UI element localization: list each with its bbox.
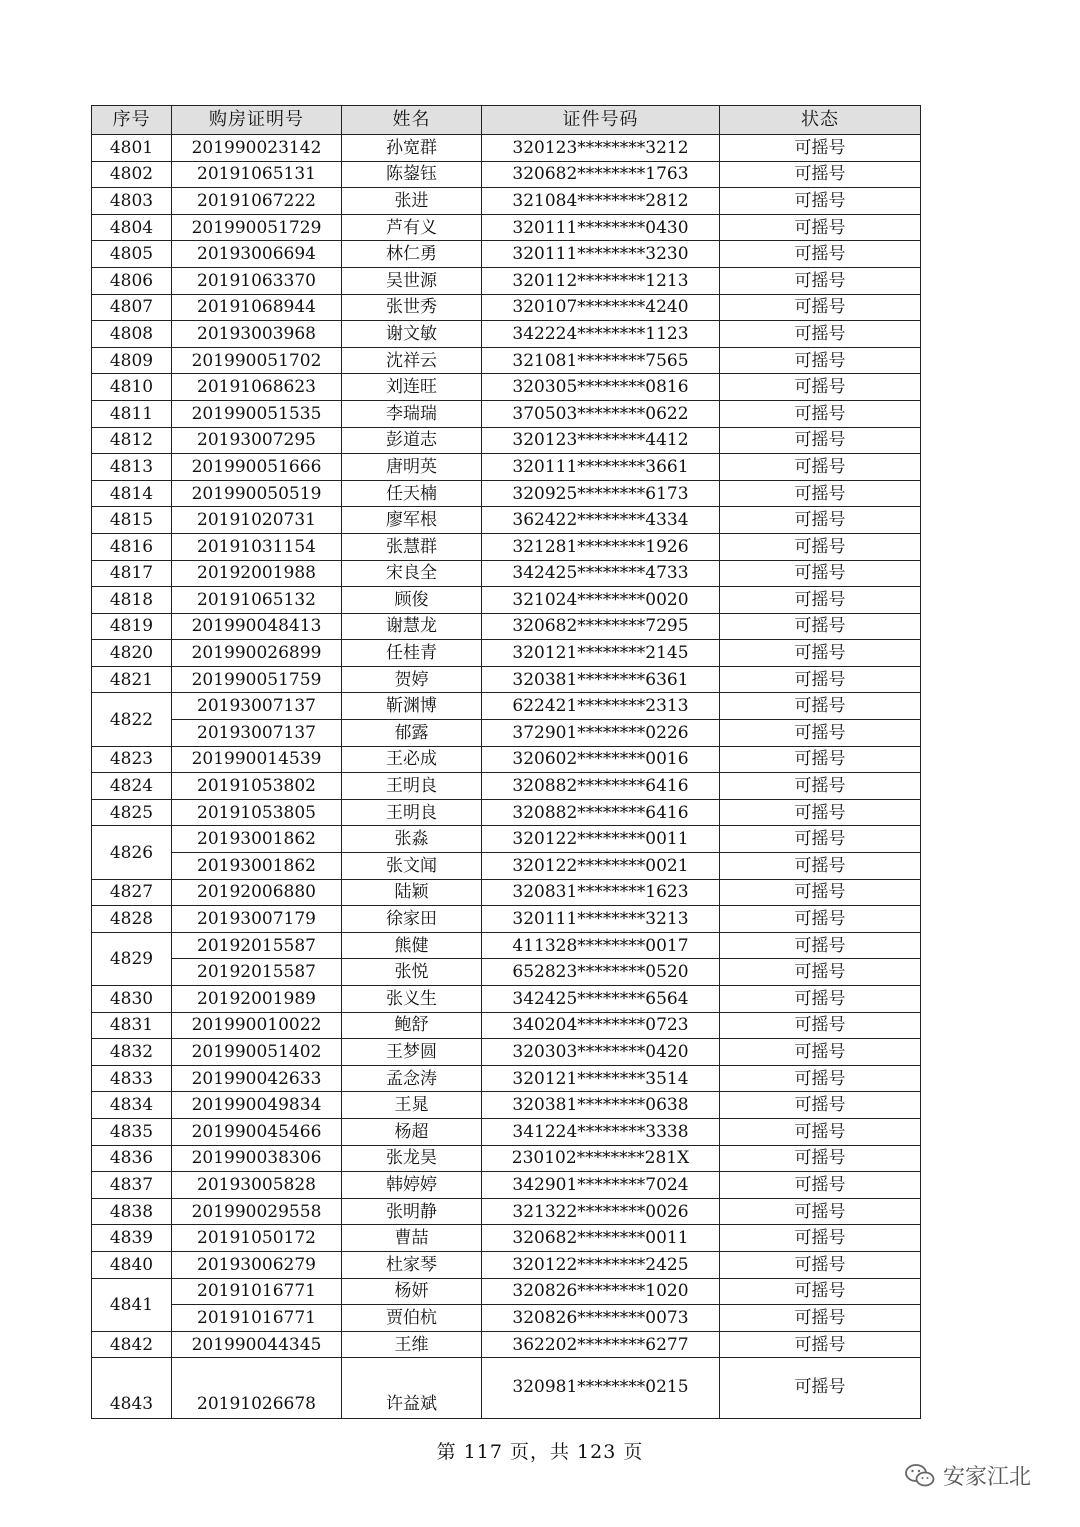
name-cell: 王梦圆 (342, 1039, 482, 1066)
row-number-cell: 4801 (92, 135, 172, 162)
name-cell: 王明良 (342, 799, 482, 826)
id-cell: 320882********6416 (482, 799, 720, 826)
row-number-cell: 4807 (92, 294, 172, 321)
status-cell: 可摇号 (720, 1358, 921, 1419)
table-row (92, 587, 921, 614)
table-body (92, 135, 921, 1419)
status-cell: 可摇号 (720, 932, 921, 959)
lottery-table (91, 105, 921, 1419)
name-cell: 吴世源 (342, 267, 482, 294)
table-row (92, 799, 921, 826)
header-status: 状态 (720, 106, 921, 135)
watermark-text: 安家江北 (943, 1465, 1032, 1490)
table-row (92, 1092, 921, 1119)
name-cell: 沈祥云 (342, 347, 482, 374)
name-cell: 彭道志 (342, 427, 482, 454)
table-row (92, 1012, 921, 1039)
status-cell: 可摇号 (720, 188, 921, 215)
cert-cell: 20193005828 (172, 1172, 342, 1199)
table-row (92, 746, 921, 773)
status-cell: 可摇号 (720, 374, 921, 401)
name-cell: 张慧群 (342, 533, 482, 560)
name-cell: 张世秀 (342, 294, 482, 321)
row-number-cell: 4832 (92, 1039, 172, 1066)
status-cell: 可摇号 (720, 294, 921, 321)
id-cell: 341224********3338 (482, 1118, 720, 1145)
name-cell: 陈鋆钰 (342, 161, 482, 188)
name-cell: 王维 (342, 1331, 482, 1358)
cert-cell: 20192015587 (172, 959, 342, 986)
status-cell: 可摇号 (720, 1331, 921, 1358)
status-cell: 可摇号 (720, 1118, 921, 1145)
id-cell: 320381********0638 (482, 1092, 720, 1119)
name-cell: 许益斌 (342, 1358, 482, 1419)
table-header (92, 106, 921, 135)
table-row (92, 1118, 921, 1145)
cert-cell: 20191068623 (172, 374, 342, 401)
cert-cell: 201990051702 (172, 347, 342, 374)
header-row (92, 106, 921, 135)
cert-cell: 20193006694 (172, 241, 342, 268)
status-cell: 可摇号 (720, 241, 921, 268)
table-row (92, 1198, 921, 1225)
row-number-cell: 4813 (92, 454, 172, 481)
status-cell: 可摇号 (720, 507, 921, 534)
status-cell: 可摇号 (720, 400, 921, 427)
table-row (92, 986, 921, 1013)
status-cell: 可摇号 (720, 879, 921, 906)
id-cell: 320111********0430 (482, 214, 720, 241)
table-row (92, 959, 921, 986)
table-row (92, 560, 921, 587)
name-cell: 张义生 (342, 986, 482, 1013)
cert-cell: 201990010022 (172, 1012, 342, 1039)
cert-cell: 201990042633 (172, 1065, 342, 1092)
table-row (92, 1358, 921, 1419)
table-row (92, 773, 921, 800)
row-number-cell: 4823 (92, 746, 172, 773)
row-number-cell: 4805 (92, 241, 172, 268)
id-cell: 320381********6361 (482, 666, 720, 693)
row-number-cell: 4840 (92, 1251, 172, 1278)
name-cell: 贾伯杭 (342, 1305, 482, 1332)
status-cell: 可摇号 (720, 746, 921, 773)
table-row (92, 1039, 921, 1066)
cert-cell: 201990044345 (172, 1331, 342, 1358)
cert-cell: 201990048413 (172, 613, 342, 640)
row-number-cell: 4829 (92, 932, 172, 985)
id-cell: 362202********6277 (482, 1331, 720, 1358)
cert-cell: 201990051729 (172, 214, 342, 241)
status-cell: 可摇号 (720, 640, 921, 667)
row-number-cell: 4834 (92, 1092, 172, 1119)
status-cell: 可摇号 (720, 347, 921, 374)
status-cell: 可摇号 (720, 1172, 921, 1199)
cert-cell: 20193001862 (172, 853, 342, 880)
status-cell: 可摇号 (720, 799, 921, 826)
id-cell: 320111********3661 (482, 454, 720, 481)
id-cell: 320123********4412 (482, 427, 720, 454)
table-row (92, 1305, 921, 1332)
id-cell: 652823********0520 (482, 959, 720, 986)
cert-cell: 20193003968 (172, 321, 342, 348)
row-number-cell: 4842 (92, 1331, 172, 1358)
row-number-cell: 4804 (92, 214, 172, 241)
row-number-cell: 4808 (92, 321, 172, 348)
id-cell: 321322********0026 (482, 1198, 720, 1225)
table-row (92, 1145, 921, 1172)
table-row (92, 906, 921, 933)
status-cell: 可摇号 (720, 135, 921, 162)
table-row (92, 1172, 921, 1199)
name-cell: 鲍舒 (342, 1012, 482, 1039)
cert-cell: 201990045466 (172, 1118, 342, 1145)
cert-cell: 201990026899 (172, 640, 342, 667)
status-cell: 可摇号 (720, 1039, 921, 1066)
table-row (92, 374, 921, 401)
row-number-cell: 4826 (92, 826, 172, 879)
id-cell: 320831********1623 (482, 879, 720, 906)
cert-cell: 20191016771 (172, 1278, 342, 1305)
id-cell: 411328********0017 (482, 932, 720, 959)
name-cell: 王晁 (342, 1092, 482, 1119)
cert-cell: 201990029558 (172, 1198, 342, 1225)
cert-cell: 20192006880 (172, 879, 342, 906)
id-cell: 320925********6173 (482, 480, 720, 507)
table-row (92, 241, 921, 268)
page-number: 第 117 页，共 123 页 (436, 1441, 644, 1463)
status-cell: 可摇号 (720, 267, 921, 294)
name-cell: 杨超 (342, 1118, 482, 1145)
name-cell: 郁露 (342, 720, 482, 747)
name-cell: 韩婷婷 (342, 1172, 482, 1199)
table-row (92, 507, 921, 534)
id-cell: 320122********0021 (482, 853, 720, 880)
table-row (92, 720, 921, 747)
cert-cell: 20191065131 (172, 161, 342, 188)
cert-cell: 20192015587 (172, 932, 342, 959)
row-number-cell: 4815 (92, 507, 172, 534)
header-no: 序号 (92, 106, 172, 135)
id-cell: 372901********0226 (482, 720, 720, 747)
id-cell: 320122********2425 (482, 1251, 720, 1278)
id-cell: 321281********1926 (482, 533, 720, 560)
name-cell: 张明静 (342, 1198, 482, 1225)
row-number-cell: 4824 (92, 773, 172, 800)
status-cell: 可摇号 (720, 1065, 921, 1092)
name-cell: 王必成 (342, 746, 482, 773)
cert-cell: 201990023142 (172, 135, 342, 162)
cert-cell: 20191031154 (172, 533, 342, 560)
id-cell: 320121********2145 (482, 640, 720, 667)
status-cell: 可摇号 (720, 214, 921, 241)
row-number-cell: 4806 (92, 267, 172, 294)
table-row (92, 1065, 921, 1092)
row-number-cell: 4839 (92, 1225, 172, 1252)
row-number-cell: 4814 (92, 480, 172, 507)
cert-cell: 20192001989 (172, 986, 342, 1013)
name-cell: 张文闻 (342, 853, 482, 880)
name-cell: 张龙昊 (342, 1145, 482, 1172)
header-id: 证件号码 (482, 106, 720, 135)
table-row (92, 666, 921, 693)
id-cell: 320122********0011 (482, 826, 720, 853)
cert-cell: 20191026678 (172, 1358, 342, 1419)
table-row (92, 188, 921, 215)
cert-cell: 20192001988 (172, 560, 342, 587)
row-number-cell: 4835 (92, 1118, 172, 1145)
row-number-cell: 4817 (92, 560, 172, 587)
status-cell: 可摇号 (720, 161, 921, 188)
cert-cell: 20193001862 (172, 826, 342, 853)
table-row (92, 1251, 921, 1278)
status-cell: 可摇号 (720, 1251, 921, 1278)
cert-cell: 20191020731 (172, 507, 342, 534)
name-cell: 杜家琴 (342, 1251, 482, 1278)
row-number-cell: 4827 (92, 879, 172, 906)
name-cell: 张进 (342, 188, 482, 215)
name-cell: 任桂青 (342, 640, 482, 667)
id-cell: 320121********3514 (482, 1065, 720, 1092)
name-cell: 张悦 (342, 959, 482, 986)
cert-cell: 20191016771 (172, 1305, 342, 1332)
watermark (905, 1460, 1031, 1491)
status-cell: 可摇号 (720, 1278, 921, 1305)
id-cell: 320123********3212 (482, 135, 720, 162)
status-cell: 可摇号 (720, 560, 921, 587)
cert-cell: 20191067222 (172, 188, 342, 215)
status-cell: 可摇号 (720, 1092, 921, 1119)
name-cell: 李瑞瑞 (342, 400, 482, 427)
row-number-cell: 4809 (92, 347, 172, 374)
name-cell: 刘连旺 (342, 374, 482, 401)
wechat-icon (905, 1463, 935, 1489)
table-row (92, 826, 921, 853)
id-cell: 320981********0215 (482, 1358, 720, 1419)
table-row (92, 613, 921, 640)
cert-cell: 201990038306 (172, 1145, 342, 1172)
row-number-cell: 4812 (92, 427, 172, 454)
name-cell: 林仁勇 (342, 241, 482, 268)
row-number-cell: 4821 (92, 666, 172, 693)
status-cell: 可摇号 (720, 454, 921, 481)
id-cell: 320305********0816 (482, 374, 720, 401)
name-cell: 徐家田 (342, 906, 482, 933)
table-row (92, 267, 921, 294)
status-cell: 可摇号 (720, 906, 921, 933)
id-cell: 320682********7295 (482, 613, 720, 640)
status-cell: 可摇号 (720, 533, 921, 560)
status-cell: 可摇号 (720, 666, 921, 693)
status-cell: 可摇号 (720, 321, 921, 348)
table-row (92, 347, 921, 374)
row-number-cell: 4820 (92, 640, 172, 667)
cert-cell: 201990049834 (172, 1092, 342, 1119)
id-cell: 320682********0011 (482, 1225, 720, 1252)
id-cell: 321084********2812 (482, 188, 720, 215)
cert-cell: 201990050519 (172, 480, 342, 507)
status-cell: 可摇号 (720, 480, 921, 507)
table-row (92, 1278, 921, 1305)
row-number-cell: 4841 (92, 1278, 172, 1331)
id-cell: 362422********4334 (482, 507, 720, 534)
row-number-cell: 4822 (92, 693, 172, 746)
cert-cell: 20191053805 (172, 799, 342, 826)
cert-cell: 20193007137 (172, 720, 342, 747)
id-cell: 320882********6416 (482, 773, 720, 800)
name-cell: 唐明英 (342, 454, 482, 481)
row-number-cell: 4838 (92, 1198, 172, 1225)
table-row (92, 427, 921, 454)
header-cert: 购房证明号 (172, 106, 342, 135)
table-row (92, 533, 921, 560)
cert-cell: 20193007295 (172, 427, 342, 454)
status-cell: 可摇号 (720, 959, 921, 986)
table-row (92, 214, 921, 241)
status-cell: 可摇号 (720, 853, 921, 880)
row-number-cell: 4802 (92, 161, 172, 188)
status-cell: 可摇号 (720, 773, 921, 800)
table-row (92, 693, 921, 720)
status-cell: 可摇号 (720, 1012, 921, 1039)
table-row (92, 321, 921, 348)
id-cell: 321081********7565 (482, 347, 720, 374)
cert-cell: 201990051666 (172, 454, 342, 481)
cert-cell: 20191050172 (172, 1225, 342, 1252)
cert-cell: 20193007137 (172, 693, 342, 720)
id-cell: 320682********1763 (482, 161, 720, 188)
status-cell: 可摇号 (720, 587, 921, 614)
id-cell: 340204********0723 (482, 1012, 720, 1039)
id-cell: 321024********0020 (482, 587, 720, 614)
name-cell: 王明良 (342, 773, 482, 800)
name-cell: 熊健 (342, 932, 482, 959)
row-number-cell: 4843 (92, 1358, 172, 1419)
status-cell: 可摇号 (720, 826, 921, 853)
id-cell: 230102********281X (482, 1145, 720, 1172)
table-row (92, 1331, 921, 1358)
row-number-cell: 4836 (92, 1145, 172, 1172)
id-cell: 320826********1020 (482, 1278, 720, 1305)
table-row (92, 932, 921, 959)
row-number-cell: 4819 (92, 613, 172, 640)
id-cell: 622421********2313 (482, 693, 720, 720)
table-row (92, 853, 921, 880)
table-row (92, 1225, 921, 1252)
id-cell: 320303********0420 (482, 1039, 720, 1066)
status-cell: 可摇号 (720, 1225, 921, 1252)
id-cell: 342425********4733 (482, 560, 720, 587)
table-row (92, 135, 921, 162)
row-number-cell: 4828 (92, 906, 172, 933)
name-cell: 靳渊博 (342, 693, 482, 720)
name-cell: 顾俊 (342, 587, 482, 614)
row-number-cell: 4810 (92, 374, 172, 401)
status-cell: 可摇号 (720, 986, 921, 1013)
row-number-cell: 4818 (92, 587, 172, 614)
id-cell: 320111********3213 (482, 906, 720, 933)
cert-cell: 20193006279 (172, 1251, 342, 1278)
cert-cell: 201990051402 (172, 1039, 342, 1066)
table-row (92, 294, 921, 321)
row-number-cell: 4831 (92, 1012, 172, 1039)
name-cell: 陆颖 (342, 879, 482, 906)
id-cell: 342901********7024 (482, 1172, 720, 1199)
name-cell: 任天楠 (342, 480, 482, 507)
id-cell: 342425********6564 (482, 986, 720, 1013)
id-cell: 320112********1213 (482, 267, 720, 294)
status-cell: 可摇号 (720, 1305, 921, 1332)
name-cell: 谢文敏 (342, 321, 482, 348)
name-cell: 廖军根 (342, 507, 482, 534)
table-row (92, 480, 921, 507)
name-cell: 芦有义 (342, 214, 482, 241)
cert-cell: 20191065132 (172, 587, 342, 614)
cert-cell: 20191063370 (172, 267, 342, 294)
cert-cell: 201990014539 (172, 746, 342, 773)
status-cell: 可摇号 (720, 1145, 921, 1172)
row-number-cell: 4830 (92, 986, 172, 1013)
name-cell: 谢慧龙 (342, 613, 482, 640)
name-cell: 孙宽群 (342, 135, 482, 162)
name-cell: 贺婷 (342, 666, 482, 693)
status-cell: 可摇号 (720, 693, 921, 720)
table-row (92, 640, 921, 667)
id-cell: 342224********1123 (482, 321, 720, 348)
row-number-cell: 4833 (92, 1065, 172, 1092)
name-cell: 曹喆 (342, 1225, 482, 1252)
id-cell: 320111********3230 (482, 241, 720, 268)
row-number-cell: 4816 (92, 533, 172, 560)
table-row (92, 454, 921, 481)
name-cell: 杨妍 (342, 1278, 482, 1305)
cert-cell: 20191053802 (172, 773, 342, 800)
status-cell: 可摇号 (720, 1198, 921, 1225)
name-cell: 宋良全 (342, 560, 482, 587)
status-cell: 可摇号 (720, 720, 921, 747)
id-cell: 320107********4240 (482, 294, 720, 321)
id-cell: 320826********0073 (482, 1305, 720, 1332)
cert-cell: 20191068944 (172, 294, 342, 321)
status-cell: 可摇号 (720, 427, 921, 454)
row-number-cell: 4811 (92, 400, 172, 427)
table-row (92, 400, 921, 427)
row-number-cell: 4803 (92, 188, 172, 215)
header-name: 姓名 (342, 106, 482, 135)
row-number-cell: 4825 (92, 799, 172, 826)
id-cell: 370503********0622 (482, 400, 720, 427)
cert-cell: 201990051759 (172, 666, 342, 693)
row-number-cell: 4837 (92, 1172, 172, 1199)
id-cell: 320602********0016 (482, 746, 720, 773)
table-row (92, 879, 921, 906)
status-cell: 可摇号 (720, 613, 921, 640)
name-cell: 张淼 (342, 826, 482, 853)
table-row (92, 161, 921, 188)
cert-cell: 201990051535 (172, 400, 342, 427)
name-cell: 孟念涛 (342, 1065, 482, 1092)
cert-cell: 20193007179 (172, 906, 342, 933)
